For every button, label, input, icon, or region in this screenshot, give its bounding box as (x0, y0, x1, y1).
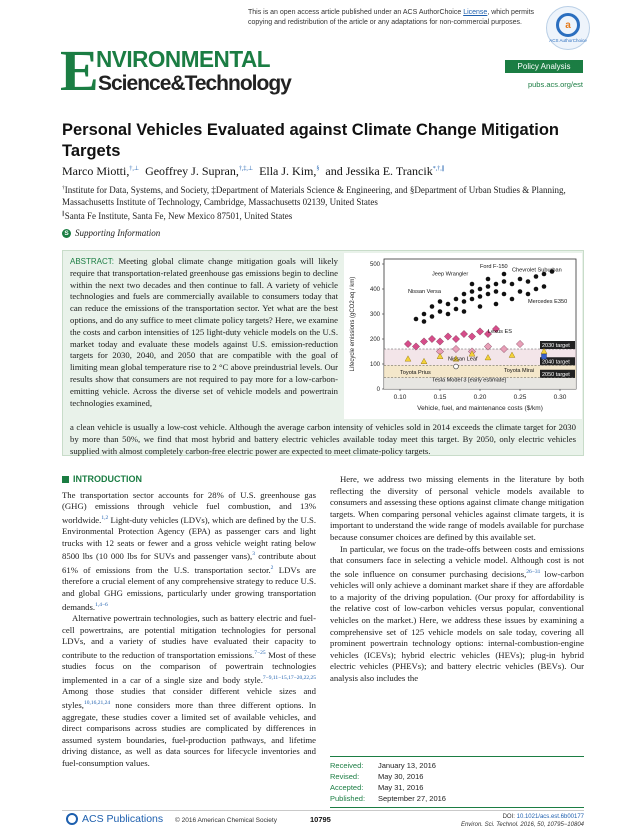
journal-logo (60, 38, 291, 103)
y-tick-label: 400 (369, 287, 380, 293)
author-marks: § (316, 166, 320, 172)
oa-notice-pre: This is an open access article published under an ACS AuthorChoice (248, 9, 464, 16)
data-point-icev (494, 282, 499, 287)
history-row: Revised: May 30, 2016 (330, 772, 424, 781)
publisher-name: ACS Publications (82, 813, 164, 825)
supporting-information-link[interactable] (62, 228, 160, 238)
data-point-icev (518, 289, 523, 294)
open-access-notice (248, 8, 538, 27)
doi-link[interactable]: 10.1021/acs.est.6b00177 (516, 814, 584, 820)
abstract-body-full: a clean vehicle is usually a low-cost vehicle. Although the average carbon intensity of vehicles sold in 2014 exceeds the climate target for 2030 by more than 50%, we find that most hybrid and battery electric vehicles available today meet this target. By 2050, only electric vehicles supplied with almost completely carbon-free electric power are expected to meet climate-policy targets. (70, 422, 576, 456)
data-point-icev (502, 292, 507, 297)
citation-ref[interactable]: 1,2 (101, 514, 109, 521)
data-point-icev (470, 297, 475, 302)
chart-annotation: Toyota Mirai (504, 368, 535, 374)
oa-notice-post: , which permits copying and redistribution of the article or any adaptations for non-commercial purposes. (248, 9, 535, 26)
chart-annotation: Nissan Leaf (448, 356, 478, 363)
y-tick-label: 100 (369, 362, 380, 368)
author-name[interactable]: and Jessika E. Trancik (325, 164, 433, 178)
chart-annotation: Mercedes E350 (528, 298, 568, 305)
article-history (330, 756, 584, 808)
history-row: Received: January 13, 2016 (330, 761, 436, 770)
affiliation-2: Santa Fe Institute, Santa Fe, New Mexico 87501, United States (64, 211, 293, 222)
data-point-icev (486, 277, 491, 282)
data-point-icev (446, 312, 451, 317)
citation-ref[interactable]: 10,16,21,24 (83, 700, 111, 707)
logo-line2: Science&Technology (98, 72, 291, 95)
chart-annotation: Nissan Versa (408, 288, 441, 295)
acs-publications-logo[interactable] (66, 813, 163, 825)
section-heading (62, 474, 316, 486)
author-name[interactable]: Ella J. Kim, (259, 164, 317, 178)
data-point-icev (470, 289, 475, 294)
data-point-icev (486, 292, 491, 297)
y-tick-label: 200 (369, 337, 380, 343)
journal-url[interactable]: pubs.acs.org/est (527, 80, 583, 89)
copyright: © 2016 American Chemical Society (175, 817, 277, 824)
data-point-icev (446, 302, 451, 307)
target-label: 2030 target (542, 343, 570, 349)
data-point-icev (438, 299, 443, 304)
paragraph: Here, we address two missing elements in the literature by both reflecting the diversity of personal vehicle models available to consumers and assessing these options against climate change mitigation targets. When comparing personal vehicles against climate targets, it is important to understand the wide range of models available for purchase because consumer choices are defined by this available set. (330, 474, 584, 542)
data-point-icev (478, 287, 483, 292)
target-label: 2050 target (542, 371, 570, 378)
history-row: Published: September 27, 2016 (330, 794, 446, 803)
license-link[interactable]: License (463, 9, 488, 16)
chart-annotation: Tesla Model 3 [early estimate] (432, 377, 506, 384)
target-label: 2040 target (542, 359, 570, 366)
author-marks: *,†,∥ (432, 166, 445, 172)
data-point-icev (518, 277, 523, 282)
x-axis-label: Vehicle, fuel, and maintenance costs ($/km) (417, 405, 543, 412)
data-point-icev (438, 309, 443, 314)
data-point-icev (430, 314, 435, 319)
affiliation-1: Institute for Data, Systems, and Society, ‡Department of Materials Science & Engineering, and §Department of Urban Studies & Planning, Massachusetts Institute of Technology, Cambridge, Massachusetts 02139, United States (62, 185, 566, 208)
badge-text: ACS AuthorChoice (549, 38, 587, 43)
doi-block: DOI: 10.1021/acs.est.6b00177 Environ. Sci. Technol. 2016, 50, 10795−10804 (440, 813, 584, 829)
citation-ref[interactable]: 3 (252, 551, 255, 558)
y-tick-label: 300 (369, 312, 380, 318)
open-access-icon: a (556, 13, 580, 37)
data-point-icev (422, 312, 427, 317)
paragraph: In particular, we focus on the trade-offs between costs and emissions that consumers face in selecting a vehicle model. Although cost is not the sole influence on consumer purchasing decisions,$^{26-31}$ low-carbon vehicles will only achieve a dominant market share if they are affordable to a majority of the driving population. (Our proxy for affordability is the relative cost of low-carbon vehicles versus popular, conventional vehicles on the market.) Here, we address these issues by examining a comprehensive set of 125 vehicle models on sale today, covering all prominent powertrain technology options: internal-combustion-engine vehicles (ICEVs); hybrid electric vehicles (HEVs); plug-in hybrid electric vehicles (PHEVs); and battery electric vehicles (BEVs). Our analysis also includes the (330, 543, 584, 683)
citation-ref[interactable]: 2 (270, 564, 274, 571)
data-point-icev (510, 297, 515, 302)
citation: Environ. Sci. Technol. 2016, 50, 10795−10804 (460, 822, 584, 828)
data-point-icev (454, 307, 459, 312)
data-point-icev (478, 294, 483, 299)
x-tick-label: 0.20 (473, 394, 487, 401)
citation-ref[interactable]: 1,4−6 (95, 601, 108, 608)
abstract-body-left: Meeting global climate change mitigation goals will likely require that transportation-related greenhouse gas emissions begin to decline within the next two decades and then continue to fall. A variety of vehicle technologies and fuels are commercially available to consumers today that can reduce the emissions of the transportation sector. Yet what are the best options, and do any suffice to meet climate policy targets? Here, we examine the costs and carbon intensities of 125 light-duty vehicle models on the U.S. market today and evaluate these models against U.S. emission-reduction targets for 2030, 2040, and 2050 that are compatible with the goal of limiting mean global temperature rise to 2 °C above preindustrial levels. Our results show that consumers are not required to pay more for a low-carbon-emitting vehicle. Across the diverse set of vehicle models and powertrain technologies examined, (70, 256, 339, 408)
data-point-icev (430, 304, 435, 309)
data-point-icev (510, 282, 515, 287)
chart-annotation: Chevrolet Suburban (512, 267, 562, 274)
data-point-icev (502, 279, 507, 284)
chart-annotation: Ford F-150 (480, 263, 508, 270)
citation-ref[interactable]: 7−25 (254, 649, 266, 656)
page-number: 10795 (310, 815, 331, 824)
toc-scatter-chart (344, 253, 582, 419)
data-point-icev (542, 284, 547, 289)
abstract-label: ABSTRACT: (70, 257, 115, 266)
data-point-icev (462, 292, 467, 297)
data-point-icev (534, 287, 539, 292)
logo-line1: NVIRONMENTAL (96, 46, 271, 72)
author-name[interactable]: Marco Miotti, (62, 164, 130, 178)
footer-divider (62, 810, 584, 811)
data-point-icev (494, 302, 499, 307)
data-point-icev (462, 309, 467, 314)
citation-ref[interactable]: 7−9,11−15,17−20,22,25 (262, 674, 316, 681)
chart-annotation: Toyota Prius (400, 370, 431, 376)
history-row: Accepted: May 31, 2016 (330, 783, 424, 792)
y-tick-label: 500 (369, 262, 380, 268)
x-tick-label: 0.25 (513, 394, 527, 401)
data-point-fcev (542, 354, 547, 359)
supporting-info-label: Supporting Information (75, 228, 161, 238)
data-point-tesla (454, 364, 459, 369)
acs-authorchoice-badge[interactable] (546, 6, 590, 50)
citation-ref[interactable]: 26−31 (526, 568, 541, 575)
left-column (62, 474, 316, 769)
data-point-icev (414, 317, 419, 322)
right-column (330, 474, 584, 685)
acs-logo-icon (66, 813, 78, 825)
data-point-icev (454, 297, 459, 302)
data-point-icev (494, 289, 499, 294)
article-title: Personal Vehicles Evaluated against Climate Change Mitigation Targets (62, 121, 559, 160)
data-point-icev (502, 272, 507, 277)
chart-annotation: Lexus ES (488, 328, 512, 335)
y-tick-label: 0 (376, 387, 380, 393)
paragraph: The transportation sector accounts for 28% of U.S. greenhouse gas (GHG) emissions through vehicle fuel combustion, and 13% worldwide.$^{1,2}$ Light-duty vehicles (LDVs), which are defined by the U.S. Environmental Protection Agency (EPA) as passenger cars and light trucks with 12 seats or fewer and a gross vehicle weight rating below 8500 lbs (10 000 lbs for SUVs and passenger vans),$^3$ contribute about 61% of emissions from the U.S. transportation sector.$^2$ LDVs are therefore a crucial element of any comprehensive strategy to reduce U.S. and global GHG emissions, particularly under growing transportation demands.$^{1,4-6}$ (62, 489, 317, 612)
logo-initial: E (60, 38, 99, 103)
chart-annotation: Jeep Wrangler (432, 271, 469, 278)
x-tick-label: 0.10 (393, 394, 407, 401)
data-point-icev (470, 282, 475, 287)
data-point-icev (462, 299, 467, 304)
affiliations: †Institute for Data, Systems, and Society, ‡Department of Materials Science & Engineering, and §Department of Urban Studies & Planning, Massachusetts Institute of Technology, Cambridge, Massachusetts 02139, United States ∥Santa Fe Institute, Santa Fe, New Mexico 87501, United States (62, 185, 566, 222)
data-point-icev (534, 274, 539, 279)
abstract-text (70, 256, 338, 409)
author-marks: †,⊥ (129, 166, 140, 172)
x-tick-label: 0.30 (553, 394, 567, 401)
author-name[interactable]: Geoffrey J. Supran, (145, 164, 239, 178)
data-point-icev (526, 279, 531, 284)
y-axis-label: Lifecycle emissions (gCO2-eq / km) (350, 276, 356, 372)
data-point-icev (486, 284, 491, 289)
author-marks: †,‡,⊥ (238, 166, 254, 172)
x-tick-label: 0.15 (433, 394, 447, 401)
section-square-icon (62, 476, 69, 483)
data-point-icev (478, 304, 483, 309)
data-point-icev (526, 292, 531, 297)
author-list (62, 164, 582, 179)
paragraph: Alternative powertrain technologies, such as battery electric and fuel-cell powertrains, are potential mitigation technologies for personal LDVs, and a variety of studies have evaluated their capacity to contribute to the reduction of transportation emissions.$^{7-25}$ Most of these studies focus on the comparison of powertrain technologies implemented in a car of a single size and body style.$^{7-9,11-15,17-20,22,25}$ Among those studies that consider different vehicle sizes and styles,$^{10,16,21,24}$ none considers more than three different options. In aggregate, these studies cover a limited set of available vehicles, and direct comparisons across studies are complicated by differences in assumed system boundaries, fuel-production pathways, and lifetime driving distance, as well as data sources for lifecycle inventories and fuel-consumption values. (62, 613, 316, 768)
data-point-icev (422, 319, 427, 324)
article-type-badge: Policy Analysis (505, 60, 583, 73)
section-title: INTRODUCTION (73, 474, 142, 484)
supporting-info-icon: S (62, 229, 71, 238)
